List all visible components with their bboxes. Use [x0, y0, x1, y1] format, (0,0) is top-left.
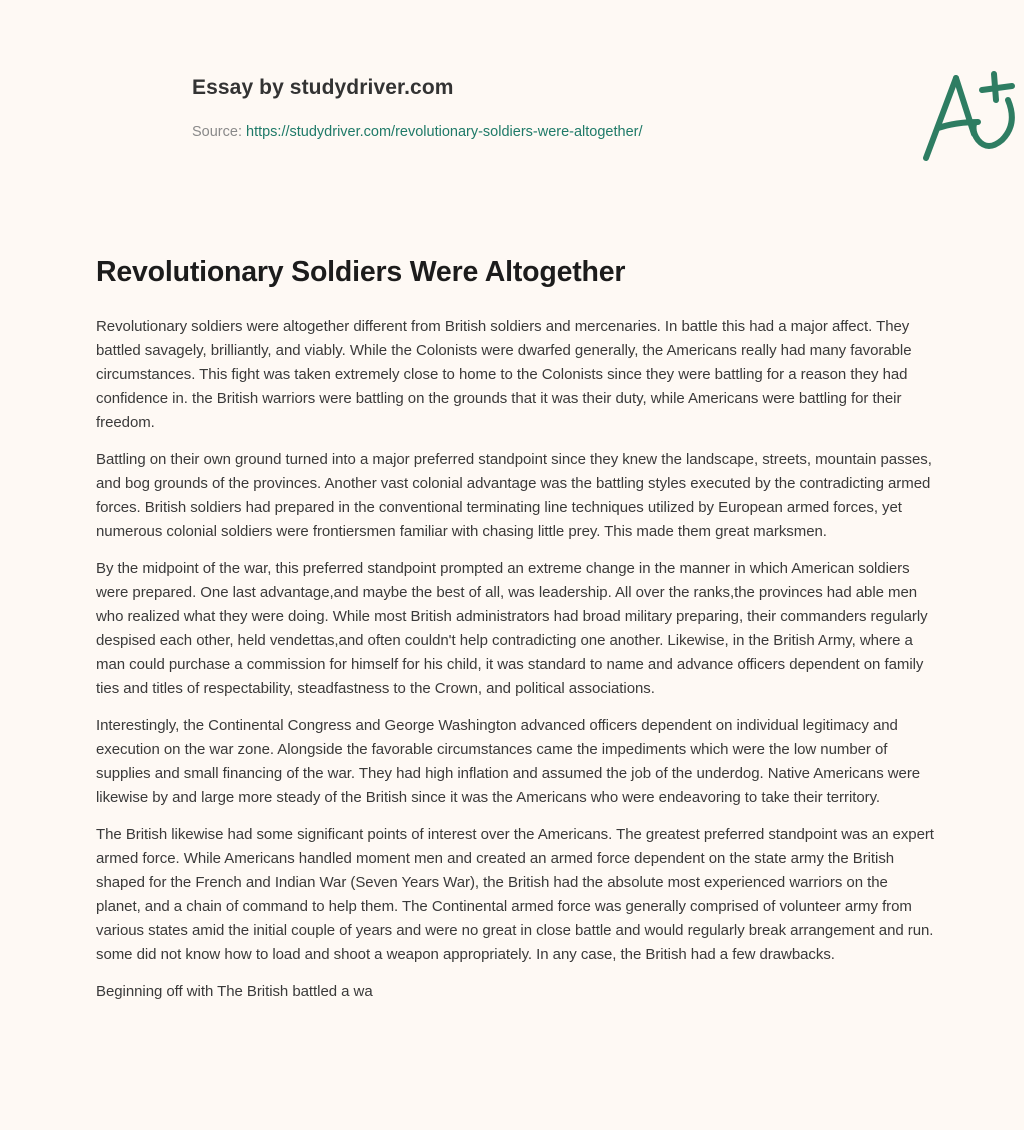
essay-body — [96, 315, 936, 1017]
essay-paragraph: Revolutionary soldiers were altogether different from British soldiers and mercenaries. In battle this had a major affect. They battled savagely, brilliantly, and viably. While the Colonists were dwarfed generally, the Americans really had many favorable circumstances. This fight was taken extremely close to home to the Colonists since they were battling for a reason they had confidence in. the British warriors were battling on the grounds that it was their duty, while Americans were battling for their freedom. — [96, 318, 912, 431]
source-line — [192, 124, 643, 140]
site-title: Essay by studydriver.com — [192, 76, 454, 99]
essay-title: Revolutionary Soldiers Were Altogether — [96, 256, 626, 288]
essay-paragraph: Battling on their own ground turned into a major preferred standpoint since they knew the landscape, streets, mountain passes, and bog grounds of the provinces. Another vast colonial advantage was the battling styles executed by the contradicting armed forces. British soldiers had prepared in the conventional terminating line techniques utilized by European armed forces, yet numerous colonial soldiers were frontiersmen familiar with chasing little prey. This made them great marksmen. — [96, 451, 932, 540]
essay-paragraph: Interestingly, the Continental Congress and George Washington advanced officers dependent on individual legitimacy and execution on the war zone. Alongside the favorable circumstances came the impediments which were the low number of supplies and small financing of the war. They had high inflation and assumed the job of the underdog. Native Americans were likewise by and large more steady of the British since it was the Americans who were endeavoring to take their territory. — [96, 717, 921, 806]
source-link[interactable]: https://studydriver.com/revolutionary-soldiers-were-altogether/ — [246, 124, 643, 140]
page-header — [96, 0, 928, 230]
essay-paragraph-truncated: Beginning off with The British battled a wa — [96, 983, 373, 1000]
essay-paragraph: By the midpoint of the war, this preferred standpoint prompted an extreme change in the manner in which American soldiers were prepared. One last advantage,and maybe the best of all, was leadership. All over the ranks,the provinces had able men who realized what they were doing. While most British administrators had broad military preparing, their commanders regularly despised each other, held vendettas,and often couldn't help contradicting one another. Likewise, in the British Army, where a man could purchase a commission for himself for his child, it was standard to name and advance officers dependent on family ties and titles of respectability, steadfastness to the Crown, and political associations. — [96, 560, 928, 697]
essay-paragraph: The British likewise had some significant points of interest over the Americans. The greatest preferred standpoint was an expert armed force. While Americans handled moment men and created an armed force dependent on the state army the British shaped for the French and Indian War (Seven Years War), the British had the absolute most experienced warriors on the planet, and a chain of command to help them. The Continental armed force was generally comprised of volunteer army from various states amid the initial couple of years and were no great in close battle and would regularly break arrangement and run. some did not know how to load and shoot a weapon appropriately. In any case, the British had a few drawbacks. — [96, 826, 934, 963]
source-label: Source: — [192, 124, 246, 140]
a-plus-grade-icon — [916, 66, 1024, 166]
